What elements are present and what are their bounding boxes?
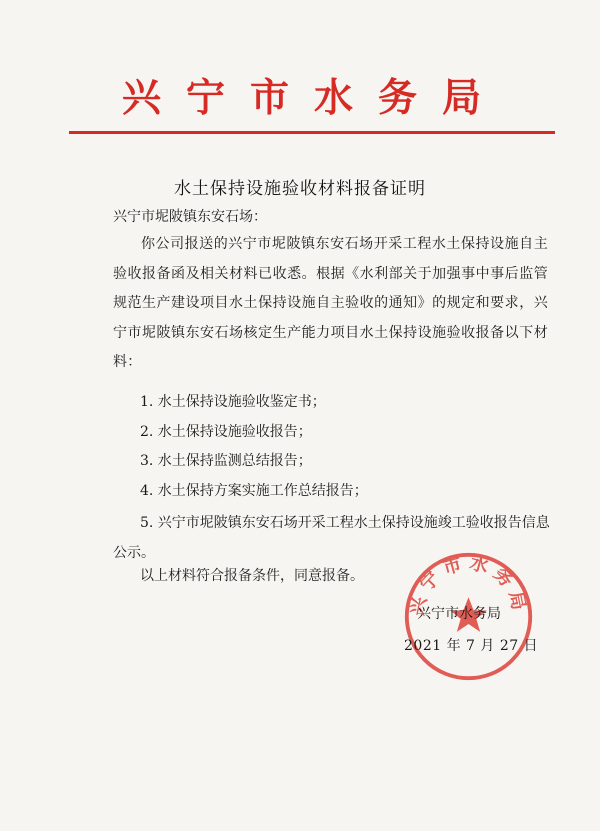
list-item: 1. 水土保持设施验收鉴定书；	[140, 394, 326, 410]
letterhead: 兴宁市水务局	[121, 76, 506, 121]
list-item: 5. 兴宁市坭陂镇东安石场开采工程水土保持设施竣工验收报告信息公示。	[113, 515, 550, 561]
list-item: 3. 水土保持监测总结报告；	[140, 453, 312, 469]
seal-text: 兴宁市水务局	[406, 552, 531, 618]
salutation: 兴宁市坭陂镇东安石场：	[113, 209, 267, 225]
date: 2021 年 7 月 27 日	[404, 638, 539, 654]
closing-statement: 以上材料符合报备条件，同意报备。	[140, 568, 364, 584]
signer: 兴宁市水务局	[417, 606, 501, 622]
letterhead-rule	[69, 131, 555, 134]
document-title: 水土保持设施验收材料报备证明	[174, 179, 426, 199]
materials-list	[113, 388, 550, 568]
body-paragraph: 你公司报送的兴宁市坭陂镇东安石场开采工程水土保持设施自主验收报备函及相关材料已收悉。根据《水利部关于加强事中事后监管规范生产建设项目水土保持设施自主验收的通知》的规定和要求，兴宁市坭陂镇东安石场核定生产能力项目水土保持设施验收报备以下材料：	[113, 236, 548, 370]
list-item: 4. 水土保持方案实施工作总结报告；	[140, 482, 368, 499]
list-item: 2. 水土保持设施验收报告；	[140, 423, 312, 440]
